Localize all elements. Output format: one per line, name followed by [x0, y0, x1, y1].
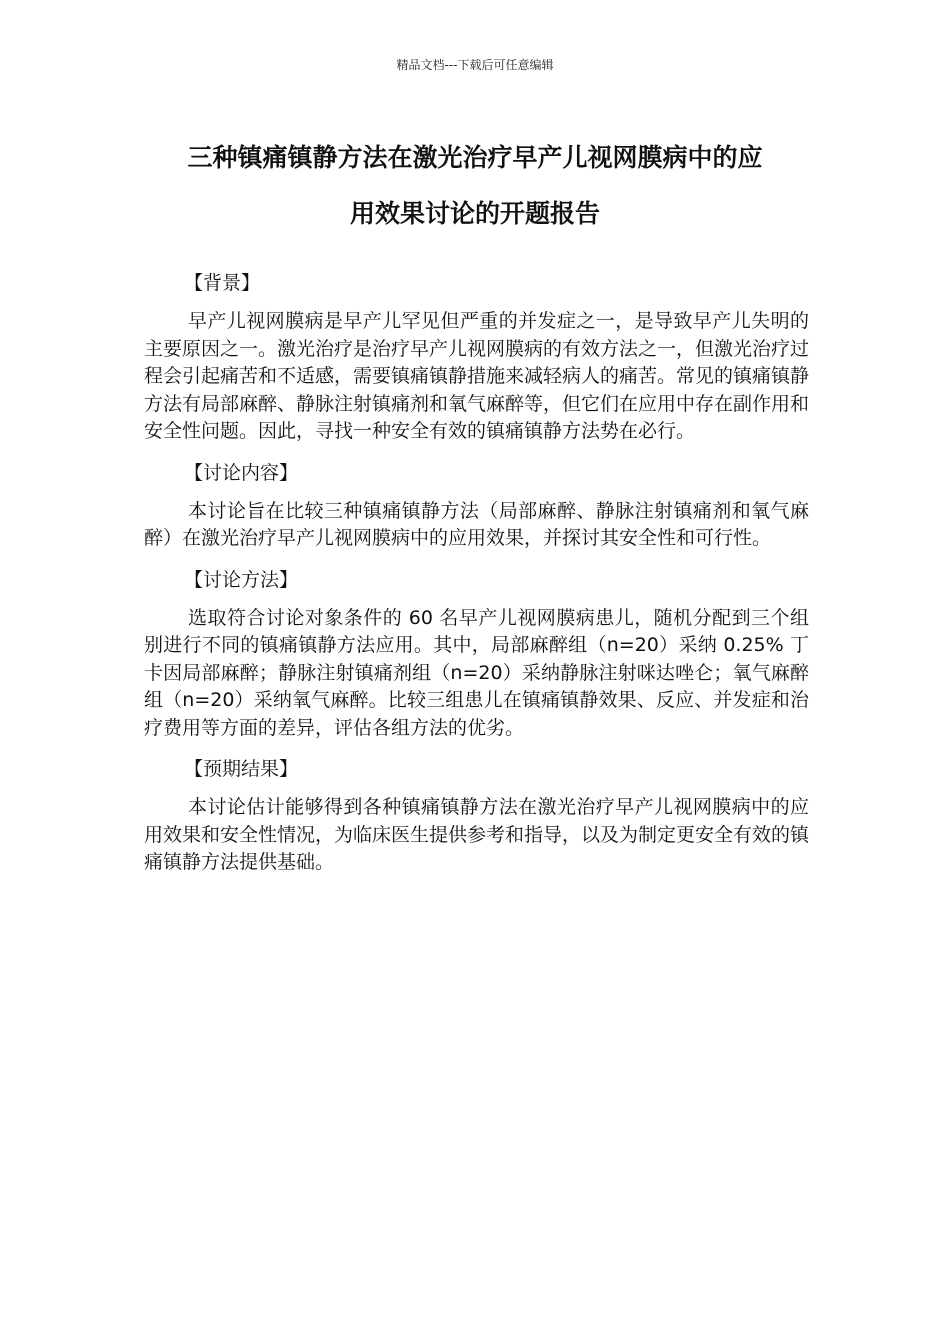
document-body [144, 268, 809, 877]
document-title [140, 130, 810, 242]
section-heading-expected-results: 【预期结果】 [184, 758, 299, 780]
paragraph-discussion-method: 选取符合讨论对象条件的 60 名早产儿视网膜病患儿，随机分配到三个组别进行不同的镇痛镇静方法应用。其中，局部麻醉组（n=20）采纳 0.25% 丁卡因局部麻醉；静脉注射镇痛剂组（n=20）采纳静脉注射咪达唑仑；氧气麻醉组（n=20）采纳氧气麻醉。比较三组患儿在镇痛镇静效果、反应、并发症和治疗费用等方面的差异，评估各组方法的优劣。 [144, 606, 809, 739]
section-background [144, 268, 809, 446]
section-heading-discussion-method: 【讨论方法】 [184, 568, 299, 591]
section-discussion-method [144, 565, 809, 743]
document-title-line-1: 三种镇痛镇静方法在激光治疗早产儿视网膜病中的应 [187, 143, 763, 172]
document-title-line-2: 用效果讨论的开题报告 [349, 199, 600, 228]
section-heading-discussion-content: 【讨论内容】 [184, 461, 299, 484]
section-heading-background: 【背景】 [184, 272, 261, 294]
section-expected-results [144, 754, 809, 877]
paragraph-expected-results: 本讨论估计能够得到各种镇痛镇静方法在激光治疗早产儿视网膜病中的应用效果和安全性情况，为临床医生提供参考和指导，以及为制定更安全有效的镇痛镇静方法提供基础。 [144, 796, 810, 873]
paragraph-background: 早产儿视网膜病是早产儿罕见但严重的并发症之一，是导致早产儿失明的主要原因之一。激光治疗是治疗早产儿视网膜病的有效方法之一，但激光治疗过程会引起痛苦和不适感，需要镇痛镇静措施来减轻病人的痛苦。常见的镇痛镇静方法有局部麻醉、静脉注射镇痛剂和氧气麻醉等，但它们在应用中存在副作用和安全性问题。因此，寻找一种安全有效的镇痛镇静方法势在必行。 [144, 310, 810, 442]
page-header: 精品文档---下载后可任意编辑 [396, 58, 554, 72]
paragraph-discussion-content: 本讨论旨在比较三种镇痛镇静方法（局部麻醉、静脉注射镇痛剂和氧气麻醉）在激光治疗早产儿视网膜病中的应用效果，并探讨其安全性和可行性。 [144, 499, 809, 549]
section-discussion-content [144, 458, 809, 553]
